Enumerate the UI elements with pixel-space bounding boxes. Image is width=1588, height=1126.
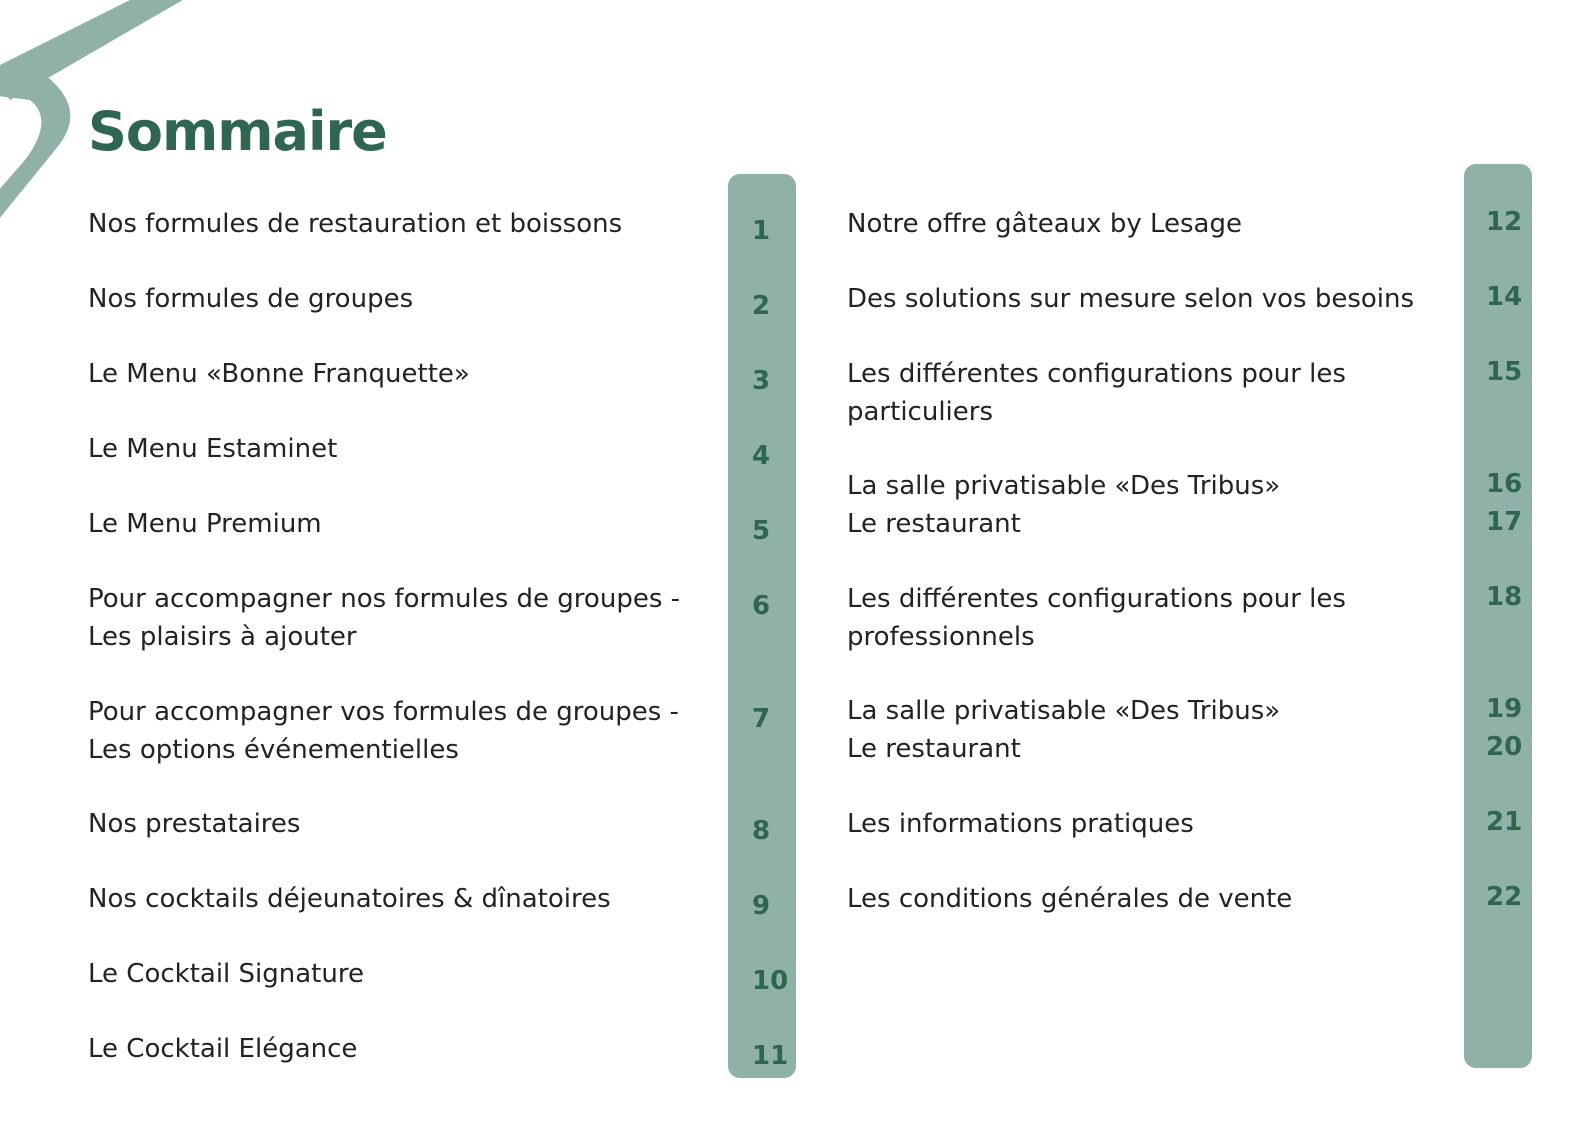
- toc-entry-title: Nos formules de restauration et boissons: [88, 209, 623, 239]
- toc-entry-subtitle: Le restaurant: [847, 509, 1021, 539]
- toc-entry[interactable]: [88, 505, 322, 543]
- toc-page-number: 7: [752, 704, 771, 734]
- toc-page-number: 12: [1486, 207, 1523, 237]
- toc-entry[interactable]: [847, 805, 1194, 843]
- toc-page-number: 5: [752, 516, 771, 546]
- toc-entry[interactable]: [88, 955, 364, 993]
- toc-page-number: 22: [1486, 882, 1523, 912]
- toc-entry-title: Pour accompagner nos formules de groupes -: [88, 584, 681, 614]
- toc-entry[interactable]: [847, 880, 1292, 918]
- toc-entry-subtitle: Le restaurant: [847, 734, 1021, 764]
- toc-page-number: 4: [752, 441, 771, 471]
- toc-entry[interactable]: [88, 693, 679, 769]
- toc-page-number: 6: [752, 591, 771, 621]
- toc-entry-subtitle: professionnels: [847, 622, 1035, 652]
- toc-entry-title: La salle privatisable «Des Tribus»: [847, 471, 1281, 501]
- toc-entry-title: Des solutions sur mesure selon vos besoins: [847, 284, 1415, 314]
- toc-entry[interactable]: [847, 580, 1346, 656]
- toc-page-number: 10: [752, 966, 789, 996]
- toc-page-number: 15: [1486, 357, 1523, 387]
- toc-entry[interactable]: [88, 205, 622, 243]
- toc-entry-title: Notre offre gâteaux by Lesage: [847, 209, 1242, 239]
- toc-entry-title: Le Menu Estaminet: [88, 434, 338, 464]
- toc-entry[interactable]: [847, 355, 1346, 431]
- toc-entry-subtitle: Les options événementielles: [88, 735, 459, 765]
- toc-entry[interactable]: [847, 280, 1414, 318]
- toc-entry[interactable]: [88, 430, 337, 468]
- toc-entry-title: Les informations pratiques: [847, 809, 1194, 839]
- toc-page-number: 2: [752, 291, 771, 321]
- toc-page-number: 20: [1486, 732, 1523, 762]
- toc-entry-title: Le Menu «Bonne Franquette»: [88, 359, 470, 389]
- toc-entry[interactable]: [88, 355, 470, 393]
- toc-entry[interactable]: [88, 880, 611, 918]
- toc-page-number: 17: [1486, 507, 1523, 537]
- toc-entry[interactable]: [847, 692, 1280, 768]
- toc-entry[interactable]: [847, 205, 1242, 243]
- toc-page-number: 16: [1486, 469, 1523, 499]
- toc-entry[interactable]: [88, 1030, 357, 1068]
- toc-entry[interactable]: [847, 467, 1280, 543]
- toc-entry-title: Les différentes configurations pour les: [847, 359, 1346, 389]
- toc-entry[interactable]: [88, 580, 680, 656]
- toc-entry-title: Le Cocktail Signature: [88, 959, 364, 989]
- toc-entry-title: Nos prestataires: [88, 809, 301, 839]
- toc-page-number: 14: [1486, 282, 1523, 312]
- toc-page-number: 18: [1486, 582, 1523, 612]
- toc-entry-title: Pour accompagner vos formules de groupes -: [88, 697, 679, 727]
- toc-entry-title: Le Menu Premium: [88, 509, 322, 539]
- toc-page-number: 1: [752, 216, 771, 246]
- toc-entry-subtitle: particuliers: [847, 397, 993, 427]
- toc-page-number: 8: [752, 816, 771, 846]
- toc-entry[interactable]: [88, 805, 300, 843]
- toc-entry-title: Le Cocktail Elégance: [88, 1034, 358, 1064]
- toc-page-number: 3: [752, 366, 771, 396]
- page-title: Sommaire: [88, 100, 387, 163]
- toc-entry[interactable]: [88, 280, 413, 318]
- toc-entry-title: Nos formules de groupes: [88, 284, 414, 314]
- toc-entry-title: Les différentes configurations pour les: [847, 584, 1346, 614]
- toc-entry-subtitle: Les plaisirs à ajouter: [88, 622, 357, 652]
- toc-entry-title: Les conditions générales de vente: [847, 884, 1293, 914]
- toc-entry-title: Nos cocktails déjeunatoires & dînatoires: [88, 884, 611, 914]
- toc-page-number: 9: [752, 891, 771, 921]
- toc-page-number: 19: [1486, 694, 1523, 724]
- toc-entry-title: La salle privatisable «Des Tribus»: [847, 696, 1281, 726]
- toc-page-number: 11: [752, 1041, 789, 1071]
- toc-page-number: 21: [1486, 807, 1523, 837]
